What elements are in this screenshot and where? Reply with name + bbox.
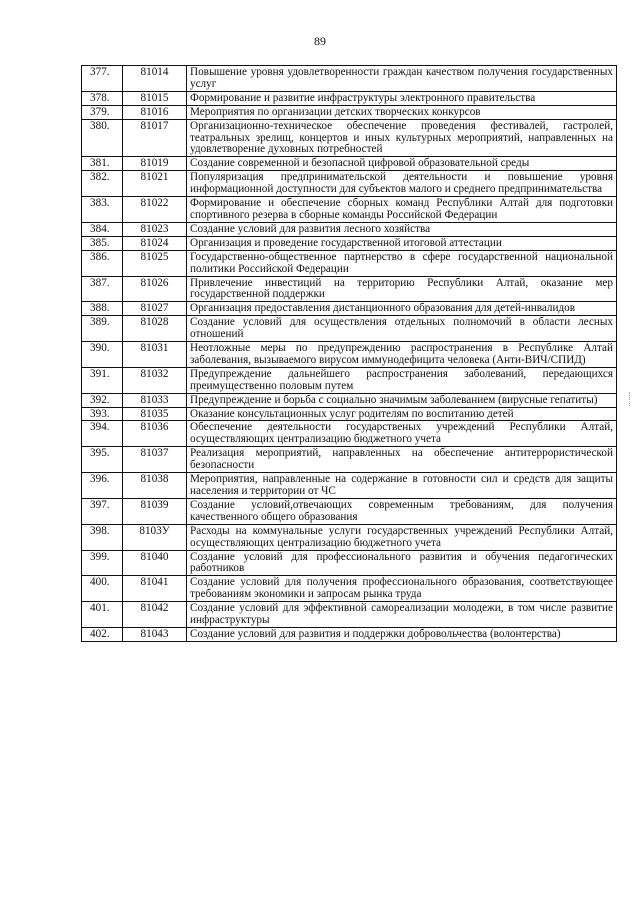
row-number: 402. (82, 627, 123, 641)
row-number: 396. (82, 473, 123, 499)
row-number: 385. (82, 236, 123, 250)
row-name: Создание условий для эффективной самореализации молодежи, в том числе развитие инфраструктуры (187, 602, 617, 628)
row-number: 387. (82, 276, 123, 302)
table-row (82, 367, 617, 393)
page-number: 89 (314, 34, 326, 48)
table-row (82, 197, 617, 223)
table-row (82, 119, 617, 157)
row-code: 81032 (123, 367, 187, 393)
table-row (82, 316, 617, 342)
row-number: 398. (82, 524, 123, 550)
row-code: 81038 (123, 473, 187, 499)
row-number: 393. (82, 407, 123, 421)
row-code: 81016 (123, 105, 187, 119)
row-code: 81033 (123, 393, 187, 407)
row-number: 390. (82, 342, 123, 368)
row-number: 382. (82, 171, 123, 197)
row-name: Предупреждение и борьба с социально значимым заболеванием (вирусные гепатиты) (187, 393, 617, 407)
table-row (82, 302, 617, 316)
table-row (82, 66, 617, 92)
row-code: 81039 (123, 498, 187, 524)
table-row (82, 105, 617, 119)
row-name: Организация предоставления дистанционного образования для детей-инвалидов (187, 302, 617, 316)
row-code: 81036 (123, 421, 187, 447)
row-code: 81014 (123, 66, 187, 92)
row-code: 81040 (123, 550, 187, 576)
row-name: Реализация мероприятий, направленных на обеспечение антитеррористической безопасности (187, 447, 617, 473)
table-row (82, 157, 617, 171)
row-number: 379. (82, 105, 123, 119)
budget-codes-table (81, 65, 617, 642)
table-row (82, 276, 617, 302)
row-name: Формирование и развитие инфраструктуры электронного правительства (187, 91, 617, 105)
row-code: 81042 (123, 602, 187, 628)
table-row (82, 250, 617, 276)
table-row (82, 602, 617, 628)
row-name: Создание условий для развития и поддержки добровольчества (волонтерства) (187, 627, 617, 641)
row-name: Расходы на коммунальные услуги государственных учреждений Республики Алтай, осуществляющих централизацию бюджетного учета (187, 524, 617, 550)
row-number: 381. (82, 157, 123, 171)
row-code: 81028 (123, 316, 187, 342)
row-name: Создание условий для профессионального развития и обучения педагогических работников (187, 550, 617, 576)
row-code: 81043 (123, 627, 187, 641)
row-number: 386. (82, 250, 123, 276)
row-number: 380. (82, 119, 123, 157)
row-number: 392. (82, 393, 123, 407)
row-name: Привлечение инвестиций на территорию Республики Алтай, оказание мер государственной поддержки (187, 276, 617, 302)
row-name: Мероприятия по организации детских творческих конкурсов (187, 105, 617, 119)
row-code: 81015 (123, 91, 187, 105)
table-row (82, 447, 617, 473)
table-row (82, 171, 617, 197)
row-number: 397. (82, 498, 123, 524)
table-row (82, 393, 617, 407)
table-row (82, 342, 617, 368)
table-row (82, 407, 617, 421)
row-name: Организационно-техническое обеспечение проведения фестивалей, гастролей, театральных зрелищ, концертов и иных культурных мероприятий, направленных на удовлетворение духовных потребностей (187, 119, 617, 157)
row-name: Популяризация предпринимательской деятельности и повышение уровня информационной доступности для субъектов малого и среднего предпринимательства (187, 171, 617, 197)
row-code: 8103У (123, 524, 187, 550)
row-number: 394. (82, 421, 123, 447)
row-name: Создание условий для осуществления отдельных полномочий в области лесных отношений (187, 316, 617, 342)
row-number: 389. (82, 316, 123, 342)
row-name: Предупреждение дальнейшего распространения заболеваний, передающихся преимущественно половым путем (187, 367, 617, 393)
scan-margin-mark (629, 392, 632, 406)
row-code: 81017 (123, 119, 187, 157)
table-row (82, 627, 617, 641)
row-code: 81026 (123, 276, 187, 302)
row-number: 399. (82, 550, 123, 576)
row-number: 401. (82, 602, 123, 628)
table-row (82, 222, 617, 236)
row-name: Создание условий для получения профессионального образования, соответствующее требованиям экономики и запросам рынка труда (187, 576, 617, 602)
row-name: Оказание консультационных услуг родителям по воспитанию детей (187, 407, 617, 421)
row-code: 81037 (123, 447, 187, 473)
table-row (82, 576, 617, 602)
row-name: Организация и проведение государственной итоговой аттестации (187, 236, 617, 250)
row-name: Создание условий,отвечающих современным требованиям, для получения качественного общего образования (187, 498, 617, 524)
table-row (82, 524, 617, 550)
row-name: Обеспечение деятельности государственых учреждений Республики Алтай, осуществляющих централизацию бюджетного учета (187, 421, 617, 447)
row-number: 378. (82, 91, 123, 105)
table-row (82, 498, 617, 524)
row-number: 400. (82, 576, 123, 602)
row-name: Мероприятия, направленные на содержание в готовности сил и средств для защиты населения и территории от ЧС (187, 473, 617, 499)
row-name: Неотложные меры по предупреждению распространения в Республике Алтай заболевания, вызываемого вирусом иммунодефицита человека (Анти-ВИЧ/СПИД) (187, 342, 617, 368)
row-name: Создание условий для развития лесного хозяйства (187, 222, 617, 236)
row-code: 81031 (123, 342, 187, 368)
row-name: Формирование и обеспечение сборных команд Республики Алтай для подготовки спортивного резерва в сборные команды Российской Федерации (187, 197, 617, 223)
row-number: 395. (82, 447, 123, 473)
row-code: 81023 (123, 222, 187, 236)
row-number: 377. (82, 66, 123, 92)
table-row (82, 91, 617, 105)
row-name: Создание современной и безопасной цифровой образовательной среды (187, 157, 617, 171)
row-code: 81022 (123, 197, 187, 223)
row-name: Государственно-общественное партнерство в сфере государственной национальной политики Российской Федерации (187, 250, 617, 276)
table-body (82, 66, 617, 642)
row-name: Повышение уровня удовлетворенности граждан качеством получения государственных услуг (187, 66, 617, 92)
table-row (82, 473, 617, 499)
row-code: 81024 (123, 236, 187, 250)
row-code: 81025 (123, 250, 187, 276)
row-code: 81021 (123, 171, 187, 197)
row-code: 81019 (123, 157, 187, 171)
table-row (82, 236, 617, 250)
row-number: 383. (82, 197, 123, 223)
table-row (82, 550, 617, 576)
row-code: 81035 (123, 407, 187, 421)
row-number: 391. (82, 367, 123, 393)
row-number: 388. (82, 302, 123, 316)
row-number: 384. (82, 222, 123, 236)
row-code: 81027 (123, 302, 187, 316)
table-row (82, 421, 617, 447)
row-code: 81041 (123, 576, 187, 602)
